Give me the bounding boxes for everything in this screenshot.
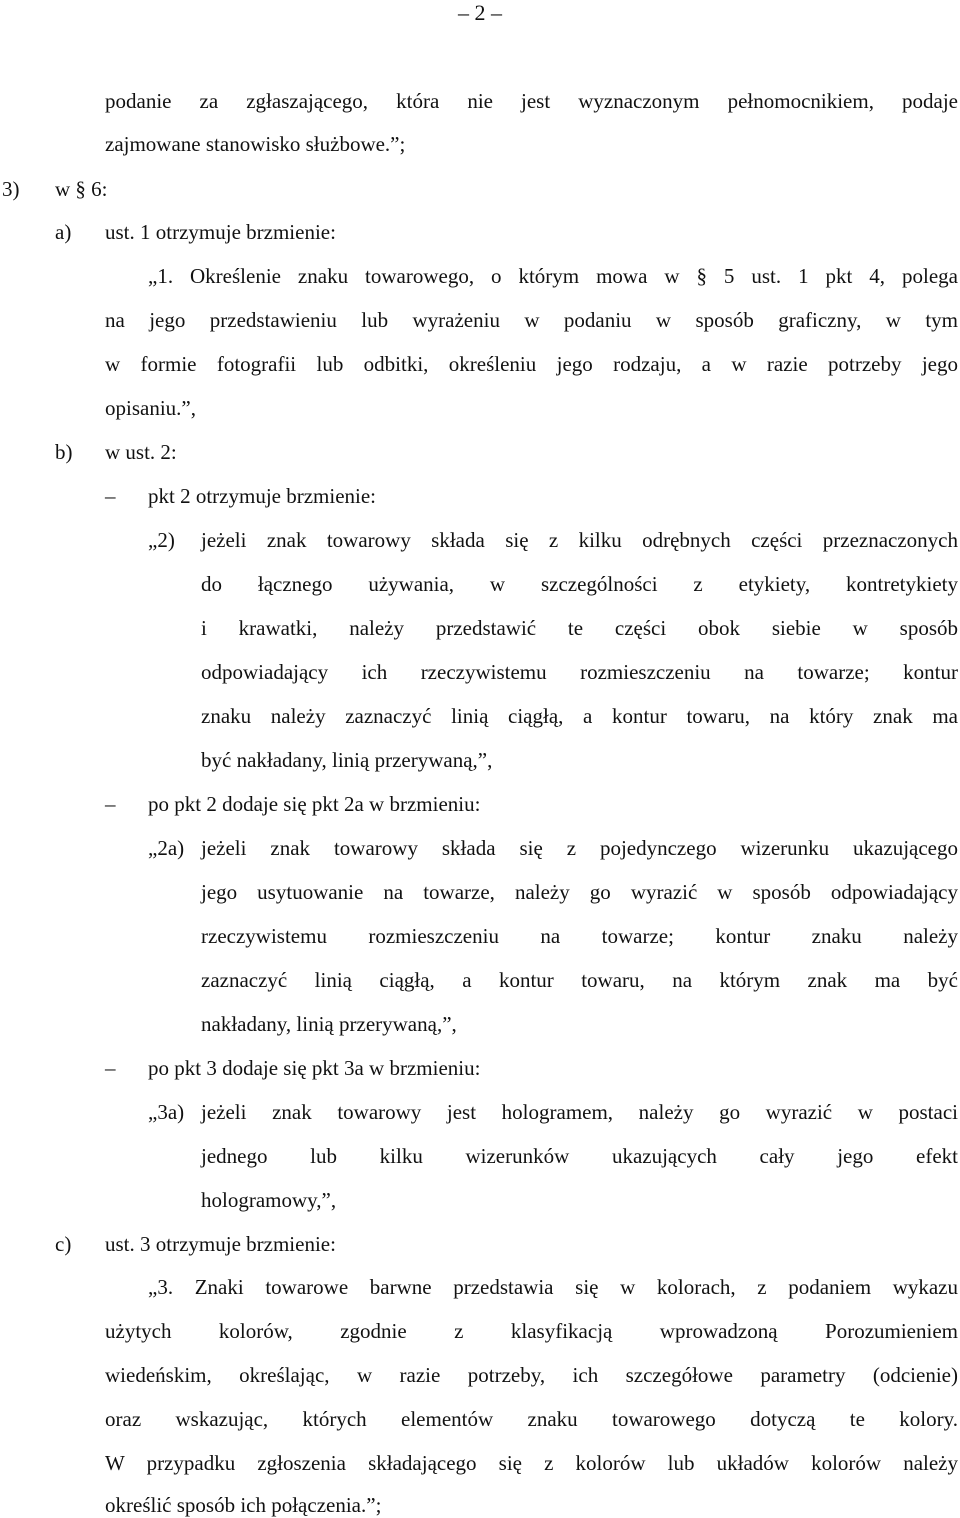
text-line: „3. Znaki towarowe barwne przedstawia się w kolorach, z podaniem wykazu bbox=[148, 1275, 958, 1299]
list-letter: a) bbox=[55, 220, 72, 244]
text-line: nakładany, linią przerywaną,”, bbox=[201, 1012, 457, 1036]
text-line: oraz wskazując, których elementów znaku towarowego dotyczą te kolory. bbox=[105, 1407, 958, 1431]
text-line: pkt 2 otrzymuje brzmienie: bbox=[148, 484, 377, 508]
list-number: „3a) bbox=[148, 1100, 185, 1124]
text-line: zajmowane stanowisko służbowe.”; bbox=[105, 132, 406, 156]
dash-marker: – bbox=[105, 1056, 116, 1080]
dash-marker: – bbox=[105, 484, 116, 508]
text-line: zaznaczyć linią ciągłą, a kontur towaru, na którym znak ma być bbox=[201, 968, 958, 992]
list-letter: c) bbox=[55, 1232, 72, 1256]
list-letter: b) bbox=[55, 440, 73, 464]
text-line: użytych kolorów, zgodnie z klasyfikacją wprowadzoną Porozumieniem bbox=[105, 1319, 958, 1343]
list-number: 3) bbox=[2, 177, 20, 201]
list-number: „2a) bbox=[148, 836, 185, 860]
text-line: odpowiadający ich rzeczywistemu rozmieszczeniu na towarze; kontur bbox=[201, 660, 958, 684]
text-line: jeżeli znak towarowy składa się z pojedynczego wizerunku ukazującego bbox=[201, 836, 958, 860]
text-line: „1. Określenie znaku towarowego, o którym mowa w § 5 ust. 1 pkt 4, polega bbox=[148, 264, 958, 288]
list-number: „2) bbox=[148, 528, 175, 552]
text-line: po pkt 2 dodaje się pkt 2a w brzmieniu: bbox=[148, 792, 481, 816]
text-line: ust. 3 otrzymuje brzmienie: bbox=[105, 1232, 336, 1256]
page-number: – 2 – bbox=[458, 0, 502, 25]
text-line: po pkt 3 dodaje się pkt 3a w brzmieniu: bbox=[148, 1056, 481, 1080]
text-line: na jego przedstawieniu lub wyrażeniu w podaniu w sposób graficzny, w tym bbox=[105, 308, 958, 332]
text-line: w ust. 2: bbox=[105, 440, 177, 464]
text-line: jego usytuowanie na towarze, należy go wyrazić w sposób odpowiadający bbox=[201, 880, 958, 904]
text-line: jeżeli znak towarowy jest hologramem, należy go wyrazić w postaci bbox=[201, 1100, 958, 1124]
text-line: w § 6: bbox=[55, 177, 108, 201]
text-line: podanie za zgłaszającego, która nie jest wyznaczonym pełnomocnikiem, podaje bbox=[105, 89, 958, 113]
text-line: znaku należy zaznaczyć linią ciągłą, a kontur towaru, na który znak ma bbox=[201, 704, 958, 728]
text-line: hologramowy,”, bbox=[201, 1188, 337, 1212]
text-line: w formie fotografii lub odbitki, określeniu jego rodzaju, a w razie potrzeby jego bbox=[105, 352, 958, 376]
text-line: wiedeńskim, określając, w razie potrzeby, ich szczegółowe parametry (odcienie) bbox=[105, 1363, 958, 1387]
text-line: jednego lub kilku wizerunków ukazujących cały jego efekt bbox=[201, 1144, 958, 1168]
text-line: być nakładany, linią przerywaną,”, bbox=[201, 748, 493, 772]
dash-marker: – bbox=[105, 792, 116, 816]
text-line: ust. 1 otrzymuje brzmienie: bbox=[105, 220, 336, 244]
text-line: opisaniu.”, bbox=[105, 396, 196, 420]
text-line: określić sposób ich połączenia.”; bbox=[105, 1493, 382, 1517]
text-line: i krawatki, należy przedstawić te części obok siebie w sposób bbox=[201, 616, 958, 640]
text-line: do łącznego używania, w szczególności z etykiety, kontretykiety bbox=[201, 572, 958, 596]
text-line: W przypadku zgłoszenia składającego się z kolorów lub układów kolorów należy bbox=[105, 1451, 958, 1475]
text-line: rzeczywistemu rozmieszczeniu na towarze; kontur znaku należy bbox=[201, 924, 958, 948]
text-line: jeżeli znak towarowy składa się z kilku odrębnych części przeznaczonych bbox=[201, 528, 958, 552]
